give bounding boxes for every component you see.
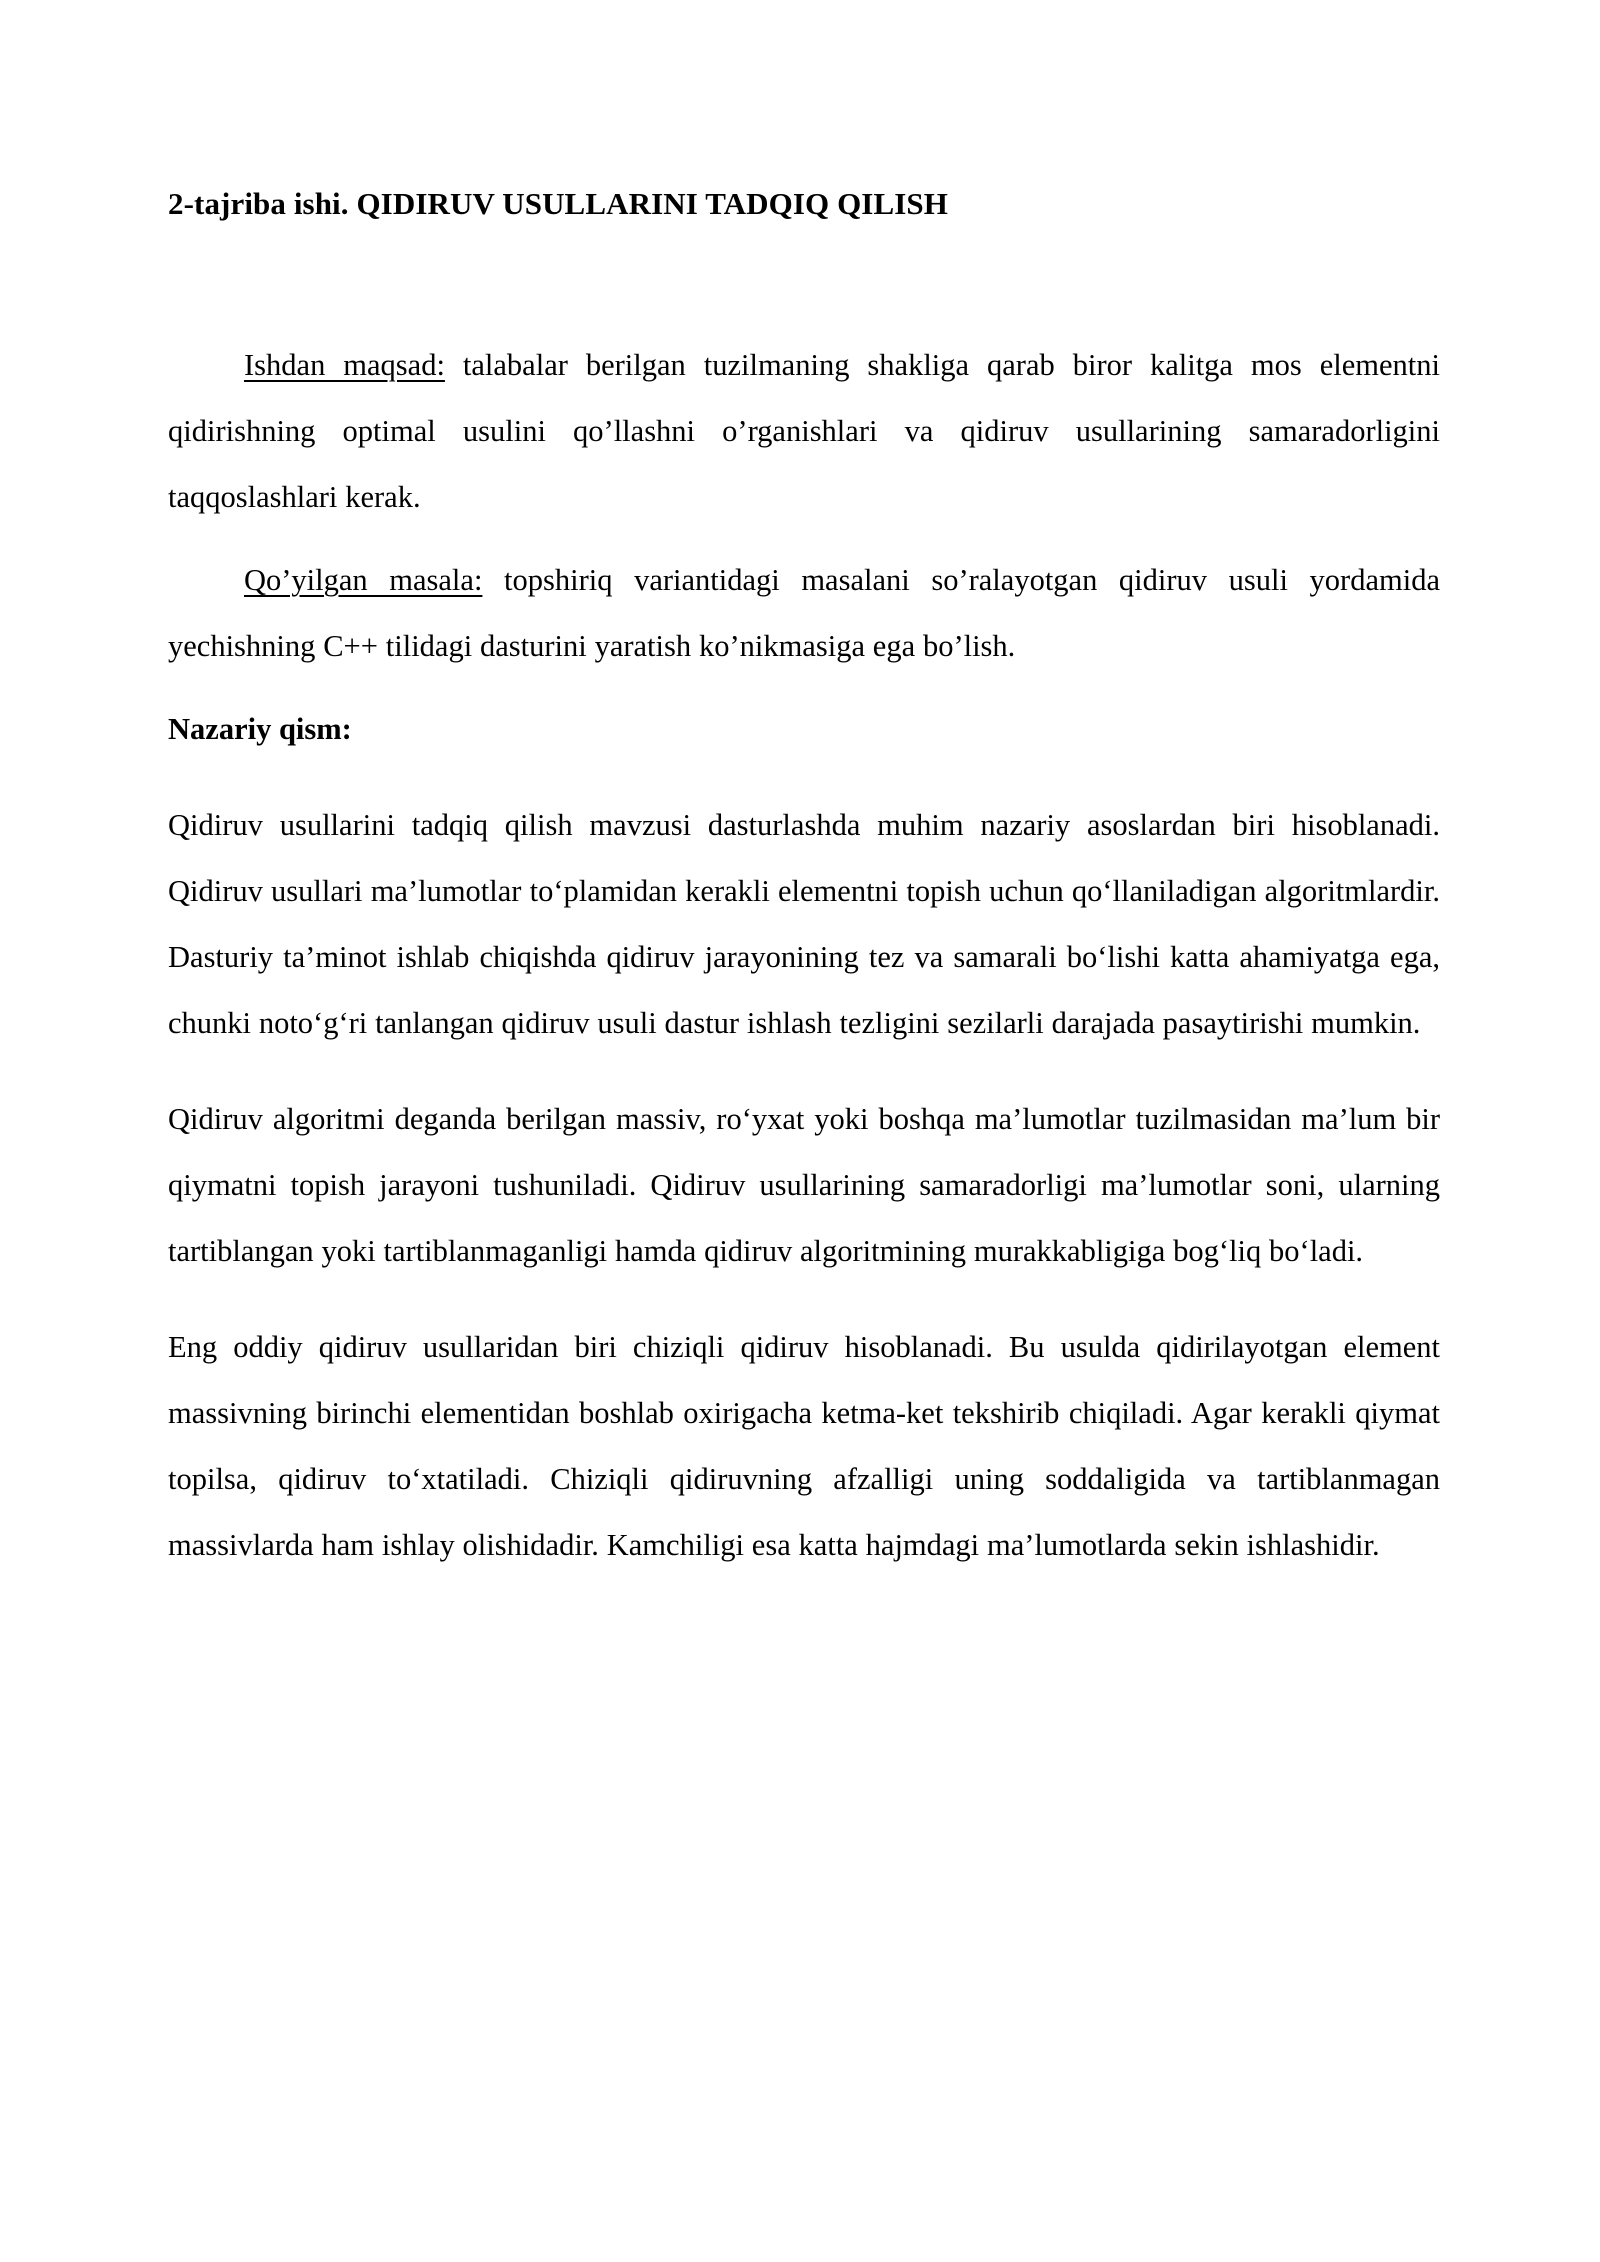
purpose-text: talabalar berilgan tuzilmaning shakliga qarab biror kalitga mos elementni qidirishning optimal usulini qo’llashni o’rganishlari va qidiruv usullarining samaradorligini taqqoslashlari kerak.: [168, 347, 1441, 514]
theory-paragraph-1: Qidiruv usullarini tadqiq qilish mavzusi dasturlashda muhim nazariy asoslardan biri hisoblanadi. Qidiruv usullari ma’lumotlar to‘plamidan kerakli elementni topish uchun qo‘llaniladigan algoritmlardir. Dasturiy ta’minot ishlab chiqishda qidiruv jarayonining tez va samarali bo‘lishi katta ahamiyatga ega, chunki noto‘g‘ri tanlangan qidiruv usuli dastur ishlash tezligini sezilarli darajada pasaytirishi mumkin.: [168, 807, 1440, 1040]
task-label: Qo’yilgan masala:: [244, 562, 483, 597]
task-text: topshiriq variantidagi masalani so’ralayotgan qidiruv usuli yordamida yechishning C++ tilidagi dasturini yaratish ko’nikmasiga ega bo’lish.: [168, 562, 1440, 663]
task-paragraph: [168, 547, 1440, 679]
purpose-paragraph: [168, 332, 1440, 530]
theory-heading: Nazariy qism:: [168, 711, 352, 746]
title-spacer: [168, 224, 1440, 332]
theory-paragraph-3: Eng oddiy qidiruv usullaridan biri chiziqli qidiruv hisoblanadi. Bu usulda qidirilayotgan element massivning birinchi elementidan boshlab oxirigacha ketma-ket tekshirib chiqiladi. Agar kerakli qiymat topilsa, qidiruv to‘xtatiladi. Chiziqli qidiruvning afzalligi uning soddaligida va tartiblanmagan massivlarda ham ishlay olishidadir. Kamchiligi esa katta hajmdagi ma’lumotlarda sekin ishlashidir.: [168, 1329, 1440, 1562]
page-title: 2-tajriba ishi. QIDIRUV USULLARINI TADQIQ QILISH: [168, 186, 948, 221]
theory-paragraph-2: Qidiruv algoritmi deganda berilgan massiv, ro‘yxat yoki boshqa ma’lumotlar tuzilmasidan ma’lum bir qiymatni topish jarayoni tushuniladi. Qidiruv usullarining samaradorligi ma’lumotlar soni, ularning tartiblangan yoki tartiblanmaganligi hamda qidiruv algoritmining murakkabligiga bog‘liq bo‘ladi.: [168, 1101, 1440, 1268]
paragraph-spacer-1: [168, 530, 1440, 547]
paragraph-spacer-3: [168, 762, 1440, 792]
paragraph-spacer-4: [168, 1056, 1440, 1086]
purpose-label: Ishdan maqsad:: [244, 347, 445, 382]
paragraph-spacer-2: [168, 679, 1440, 696]
paragraph-spacer-5: [168, 1284, 1440, 1314]
